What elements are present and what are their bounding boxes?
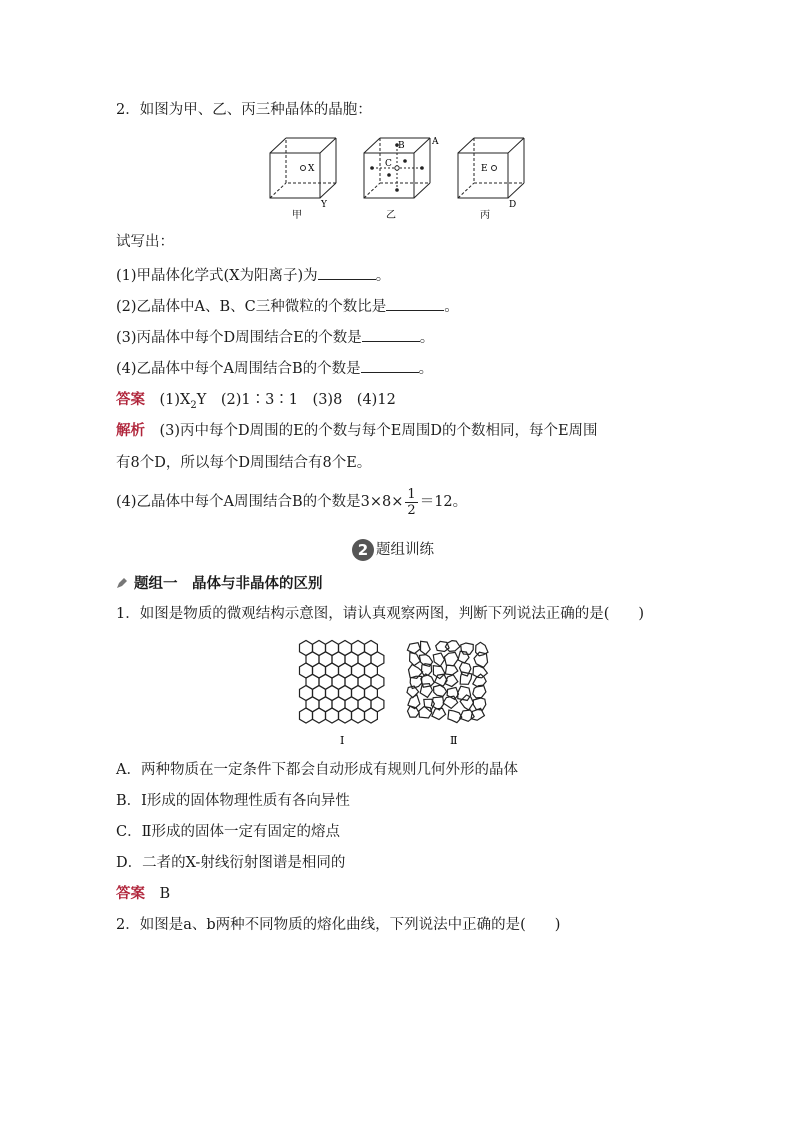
option-b[interactable]: B．Ⅰ形成的固体物理性质有各向异性 bbox=[116, 793, 350, 809]
group-title: 题组一 晶体与非晶体的区别 bbox=[116, 572, 323, 593]
cube-bing-d-label: D bbox=[509, 200, 517, 210]
structure-figures bbox=[296, 638, 506, 748]
pencil-icon bbox=[116, 577, 128, 589]
sub-question-3: (3)丙晶体中每个D周围结合E的个数是 。 bbox=[116, 327, 434, 348]
answer-blank-3[interactable] bbox=[362, 327, 420, 342]
cube-jia-caption: 甲 bbox=[292, 210, 302, 220]
question-1-stem: 1．如图是物质的微观结构示意图，请认真观察两图，判断下列说法正确的是( ) bbox=[116, 606, 645, 622]
fraction-one-half: $\frac{1}{2}$ bbox=[407, 486, 416, 518]
answer-blank-4[interactable] bbox=[361, 358, 419, 373]
answer-blank-1[interactable] bbox=[318, 265, 376, 280]
prompt-text: 试写出： bbox=[116, 234, 174, 250]
cube-jia bbox=[270, 138, 336, 198]
option-a[interactable]: A．两种物质在一定条件下都会自动形成有规则几何外形的晶体 bbox=[116, 762, 518, 778]
answer-line-q2: 答案 $(1)X_2Y$ (2)1∶3∶1 (3)8 (4)12 bbox=[116, 392, 396, 411]
cube-yi-a-label: A bbox=[432, 137, 439, 147]
sub-question-1: (1)甲晶体化学式(X为阳离子)为 。 bbox=[116, 265, 390, 286]
question-2b-stem: 2．如图是a、b两种不同物质的熔化曲线，下列说法中正确的是( ) bbox=[116, 917, 561, 933]
amorphous-structure-figure bbox=[407, 641, 488, 723]
sub-question-2: (2)乙晶体中A、B、C三种微粒的个数比是 。 bbox=[116, 296, 459, 317]
cube-yi-b-label: B bbox=[398, 141, 405, 151]
figure-label-2: Ⅱ bbox=[450, 734, 458, 747]
analysis-line-3: (4)乙晶体中每个A周围结合B的个数是3×8× $\frac{1}{2}$ ＝12。 bbox=[116, 486, 468, 518]
section-number-badge: 2 bbox=[352, 539, 374, 561]
unit-cell-figures bbox=[260, 128, 550, 220]
answer-label-q1: 答案 bbox=[116, 886, 145, 902]
cube-bing-caption: 丙 bbox=[480, 210, 490, 220]
crystal-structure-figure bbox=[300, 641, 384, 724]
analysis-line-1: 解析 (3)丙中每个D周围的E的个数与每个E周围D的个数相同，每个E周围 bbox=[116, 423, 598, 439]
sub-question-4: (4)乙晶体中每个A周围结合B的个数是 。 bbox=[116, 358, 433, 379]
answer-label: 答案 bbox=[116, 392, 145, 408]
answer-blank-2[interactable] bbox=[386, 296, 444, 311]
cube-bing bbox=[458, 138, 524, 198]
answer-line-q1: 答案 B bbox=[116, 886, 171, 902]
section-title: 题组训练 bbox=[376, 542, 434, 558]
cube-yi-c-label: C bbox=[385, 159, 392, 169]
option-d[interactable]: D．二者的X-射线衍射图谱是相同的 bbox=[116, 855, 346, 871]
question-2-intro: 2．如图为甲、乙、丙三种晶体的晶胞： bbox=[116, 102, 372, 118]
cube-yi-caption: 乙 bbox=[386, 210, 396, 220]
analysis-label: 解析 bbox=[116, 423, 145, 439]
analysis-line-2: 有8个D，所以每个D周围结合有8个E。 bbox=[116, 455, 372, 471]
figure-label-1: Ⅰ bbox=[340, 734, 345, 747]
cube-jia-x-label: X bbox=[308, 164, 315, 174]
cube-jia-y-label: Y bbox=[321, 200, 327, 210]
cube-bing-e-label: E bbox=[481, 164, 488, 174]
option-c[interactable]: C．Ⅱ形成的固体一定有固定的熔点 bbox=[116, 824, 340, 840]
section-header bbox=[352, 538, 434, 561]
